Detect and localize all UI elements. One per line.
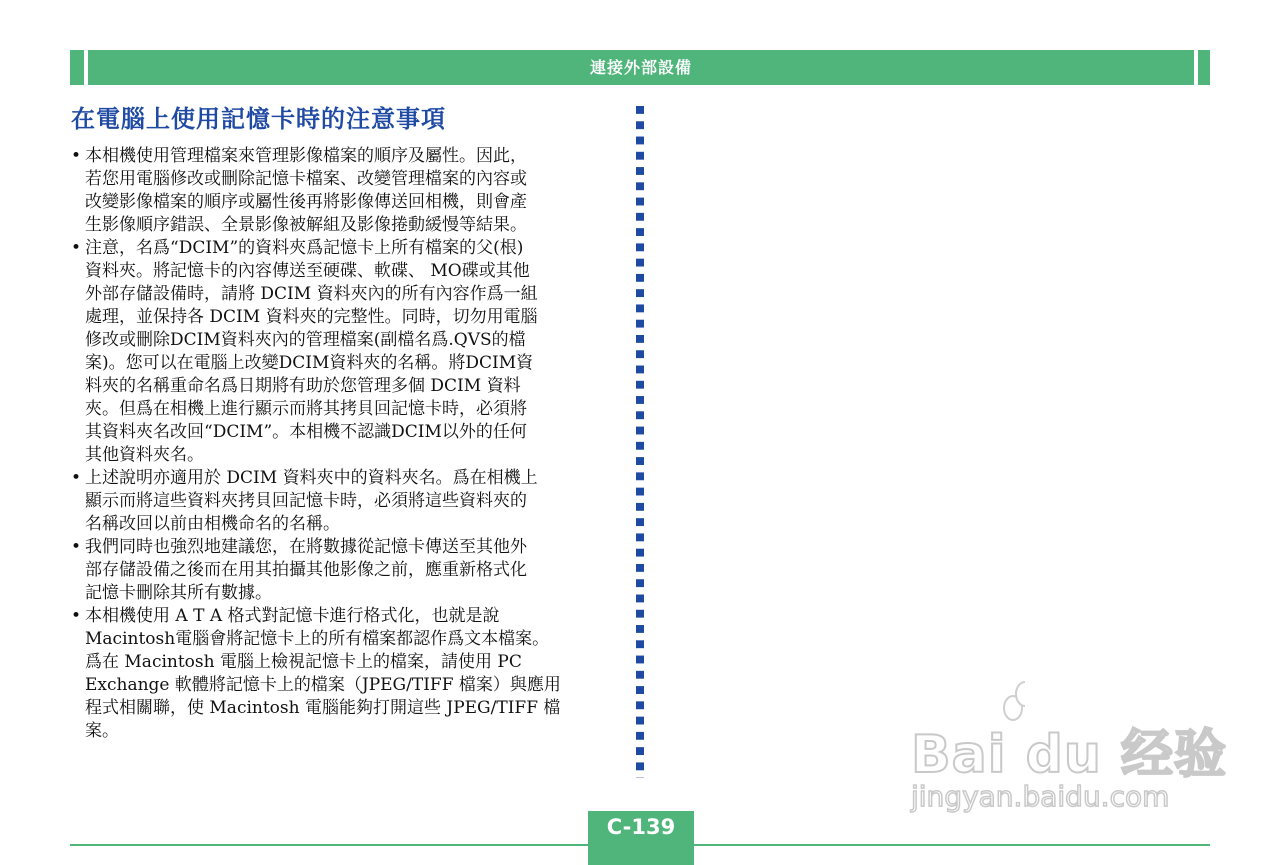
list-item	[71, 467, 611, 536]
text-line: 夾。但爲在相機上進行顯示而將其拷貝回記憶卡時，必須將	[85, 399, 527, 419]
text-line: 本相機使用 A T A 格式對記憶卡進行格式化，也就是說	[85, 606, 500, 626]
text-line: Exchange 軟體將記憶卡上的檔案（JPEG/TIFF 檔案）與應用	[85, 675, 561, 695]
bullet-mark: •	[71, 146, 82, 166]
list-item	[71, 536, 611, 605]
header-bar	[70, 50, 1210, 85]
text-line: 程式相關聯，使 Macintosh 電腦能夠打開這些 JPEG/TIFF 檔	[85, 698, 561, 718]
header-left-block	[70, 50, 84, 85]
watermark-logo: Bai du 经验	[911, 725, 1227, 785]
text-line: 改變影像檔案的順序或屬性後再將影像傳送回相機，則會產	[85, 192, 527, 212]
text-line: 外部存儲設備時，請將 DCIM 資料夾內的所有內容作爲一組	[85, 284, 538, 304]
text-line: 注意，名爲“DCIM”的資料夾爲記憶卡上所有檔案的父(根)	[85, 238, 524, 258]
text-line: 料夾的名稱重命名爲日期將有助於您管理多個 DCIM 資料	[85, 376, 521, 396]
footer-tab	[588, 846, 694, 865]
text-line: 記憶卡刪除其所有數據。	[85, 583, 272, 603]
list-item	[71, 605, 611, 743]
bullet-mark: •	[71, 537, 82, 557]
text-line: 其資料夾名改回“DCIM”。本相機不認識DCIM以外的任何	[85, 422, 527, 442]
section-heading: 在電腦上使用記憶卡時的注意事項	[71, 105, 446, 133]
text-line: 部存儲設備之後而在用其拍攝其他影像之前，應重新格式化	[85, 560, 527, 580]
text-line: 資料夾。將記憶卡的內容傳送至硬碟、軟碟、 MO碟或其他	[85, 261, 530, 281]
list-item	[71, 145, 611, 237]
text-line: 其他資料夾名。	[85, 445, 204, 465]
bullet-mark: •	[71, 606, 82, 626]
column-divider	[636, 106, 644, 778]
text-line: 修改或刪除DCIM資料夾內的管理檔案(副檔名爲.QVS的檔	[85, 330, 526, 350]
text-line: 若您用電腦修改或刪除記憶卡檔案、改變管理檔案的內容或	[85, 169, 527, 189]
text-line: 爲在 Macintosh 電腦上檢視記憶卡上的檔案，請使用 PC	[85, 652, 522, 672]
text-line: 我們同時也強烈地建議您，在將數據從記憶卡傳送至其他外	[85, 537, 527, 557]
watermark-url: jingyan.baidu.com	[911, 780, 1170, 813]
text-line: 上述說明亦適用於 DCIM 資料夾中的資料夾名。爲在相機上	[85, 468, 538, 488]
page-number: C-139	[588, 811, 694, 844]
notes-list	[71, 145, 611, 743]
text-line: 生影像順序錯誤、全景影像被解組及影像捲動緩慢等結果。	[85, 215, 527, 235]
text-line: Macintosh電腦會將記憶卡上的所有檔案都認作爲文本檔案。	[85, 629, 550, 649]
header-title: 連接外部設備	[589, 58, 692, 77]
header-right-block	[1198, 50, 1210, 85]
text-line: 本相機使用管理檔案來管理影像檔案的順序及屬性。因此，	[85, 146, 527, 166]
text-line: 名稱改回以前由相機命名的名稱。	[85, 514, 340, 534]
watermark	[905, 672, 1227, 813]
list-item	[71, 237, 611, 467]
text-line: 處理，並保持各 DCIM 資料夾的完整性。同時，切勿用電腦	[85, 307, 538, 327]
text-line: 顯示而將這些資料夾拷貝回記憶卡時，必須將這些資料夾的	[85, 491, 527, 511]
bullet-mark: •	[71, 238, 82, 258]
bullet-mark: •	[71, 468, 82, 488]
text-line: 案)。您可以在電腦上改變DCIM資料夾的名稱。將DCIM資	[85, 353, 534, 373]
text-line: 案。	[85, 721, 119, 741]
